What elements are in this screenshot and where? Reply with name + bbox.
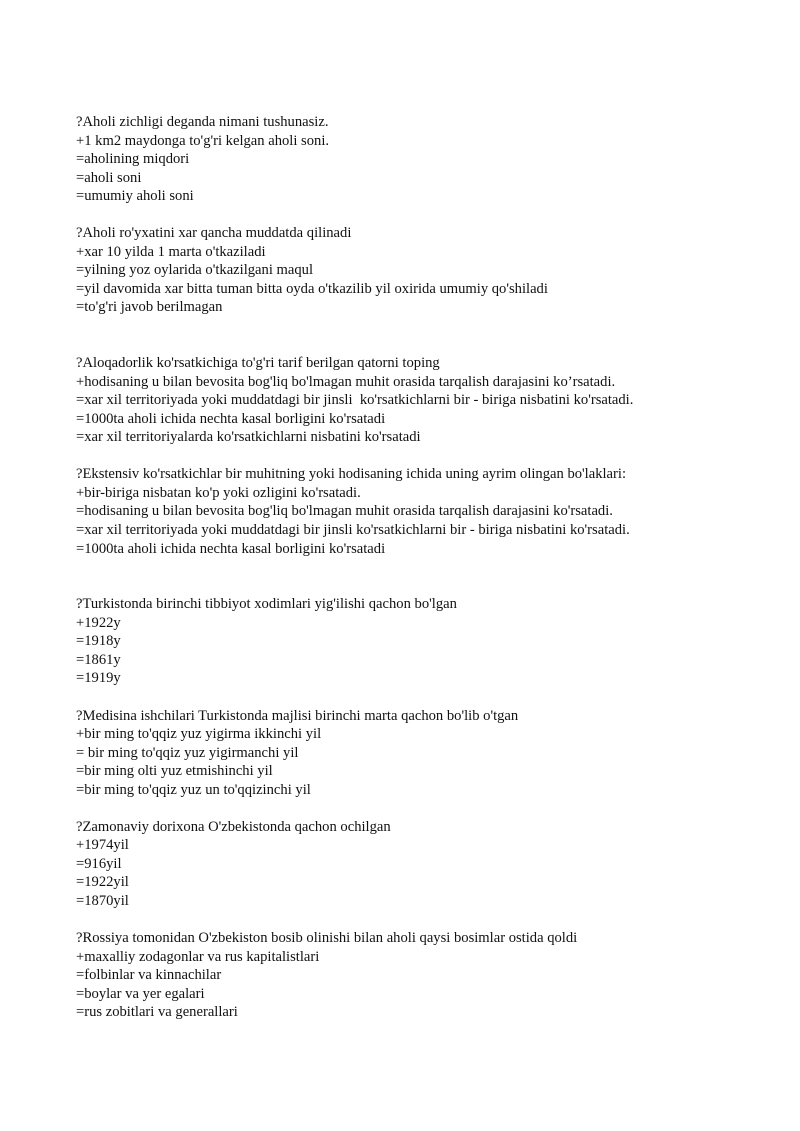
- question-block-6: [76, 707, 776, 800]
- answer-option: =1861y: [76, 651, 121, 668]
- answer-option: =1000ta aholi ichida nechta kasal borligini ko'rsatadi: [76, 410, 386, 427]
- answer-option: =1919y: [76, 670, 121, 687]
- answer-option: =1918y: [76, 633, 121, 650]
- question-block-4: [76, 465, 776, 558]
- answer-option: =rus zobitlari va generallari: [76, 1004, 238, 1021]
- answer-option: =1922yil: [76, 874, 129, 891]
- answer-correct: +hodisaning u bilan bevosita bog'liq bo'lmagan muhit orasida tarqalish darajasini ko’rsatadi.: [76, 373, 616, 390]
- spacer: [76, 799, 776, 818]
- question-text: ?Ekstensiv ko'rsatkichlar bir muhitning yoki hodisaning ichida uning ayrim olingan bo'laklari:: [76, 466, 626, 483]
- spacer: [76, 558, 776, 595]
- answer-option: =bir ming to'qqiz yuz un to'qqizinchi yil: [76, 781, 311, 798]
- spacer: [76, 688, 776, 707]
- spacer: [76, 447, 776, 466]
- answer-correct: +xar 10 yilda 1 marta o'tkaziladi: [76, 243, 266, 260]
- answer-option: =hodisaning u bilan bevosita bog'liq bo'lmagan muhit orasida tarqalish darajasini ko'rsatadi.: [76, 503, 613, 520]
- answer-option: =xar xil territoriyada yoki muddatdagi bir jinsli ko'rsatkichlarni bir - biriga nisbatini ko'rsatadi.: [76, 392, 634, 409]
- answer-correct: +bir-biriga nisbatan ko'p yoki ozligini ko'rsatadi.: [76, 484, 361, 501]
- answer-correct: +maxalliy zodagonlar va rus kapitalistlari: [76, 948, 320, 965]
- question-block-8: [76, 929, 776, 1022]
- question-text: ?Turkistonda birinchi tibbiyot xodimlari yig'ilishi qachon bo'lgan: [76, 596, 457, 613]
- question-text: ?Medisina ishchilari Turkistonda majlisi birinchi marta qachon bo'lib o'tgan: [76, 707, 519, 724]
- question-text: ?Zamonaviy dorixona O'zbekistonda qachon ochilgan: [76, 818, 391, 835]
- question-text: ?Aloqadorlik ko'rsatkichiga to'g'ri tarif berilgan qatorni toping: [76, 355, 440, 372]
- answer-option: =umumiy aholi soni: [76, 188, 194, 205]
- answer-option: =xar xil territoriyalarda ko'rsatkichlarni nisbatini ko'rsatadi: [76, 429, 421, 446]
- answer-option: =yil davomida xar bitta tuman bitta oyda o'tkazilib yil oxirida umumiy qo'shiladi: [76, 280, 548, 297]
- answer-option: =to'g'ri javob berilmagan: [76, 299, 223, 316]
- question-block-3: [76, 354, 776, 447]
- answer-option: = bir ming to'qqiz yuz yigirmanchi yil: [76, 744, 299, 761]
- answer-correct: +1 km2 maydonga to'g'ri kelgan aholi soni.: [76, 132, 330, 149]
- answer-option: =aholining miqdori: [76, 151, 190, 168]
- question-block-1: [76, 113, 776, 206]
- question-block-5: [76, 595, 776, 688]
- answer-option: =xar xil territoriyada yoki muddatdagi bir jinsli ko'rsatkichlarni bir - biriga nisbatini ko'rsatadi.: [76, 522, 630, 539]
- question-block-7: [76, 818, 776, 911]
- answer-option: =1000ta aholi ichida nechta kasal borligini ko'rsatadi: [76, 540, 386, 557]
- answer-option: =yilning yoz oylarida o'tkazilgani maqul: [76, 262, 314, 279]
- answer-option: =916yil: [76, 855, 122, 872]
- question-text: ?Aholi zichligi deganda nimani tushunasiz.: [76, 114, 329, 130]
- spacer: [76, 317, 776, 354]
- document-page: [76, 113, 776, 1022]
- answer-option: =boylar va yer egalari: [76, 985, 205, 1002]
- question-text: ?Rossiya tomonidan O'zbekiston bosib olinishi bilan aholi qaysi bosimlar ostida qoldi: [76, 930, 578, 947]
- question-text: ?Aholi ro'yxatini xar qancha muddatda qilinadi: [76, 225, 352, 242]
- spacer: [76, 206, 776, 225]
- question-block-2: [76, 224, 776, 317]
- answer-option: =1870yil: [76, 892, 129, 909]
- answer-option: =folbinlar va kinnachilar: [76, 967, 222, 984]
- answer-correct: +1974yil: [76, 837, 129, 854]
- answer-correct: +1922y: [76, 614, 121, 631]
- answer-option: =bir ming olti yuz etmishinchi yil: [76, 763, 273, 780]
- spacer: [76, 911, 776, 930]
- answer-correct: +bir ming to'qqiz yuz yigirma ikkinchi yil: [76, 726, 322, 743]
- answer-option: =aholi soni: [76, 169, 142, 186]
